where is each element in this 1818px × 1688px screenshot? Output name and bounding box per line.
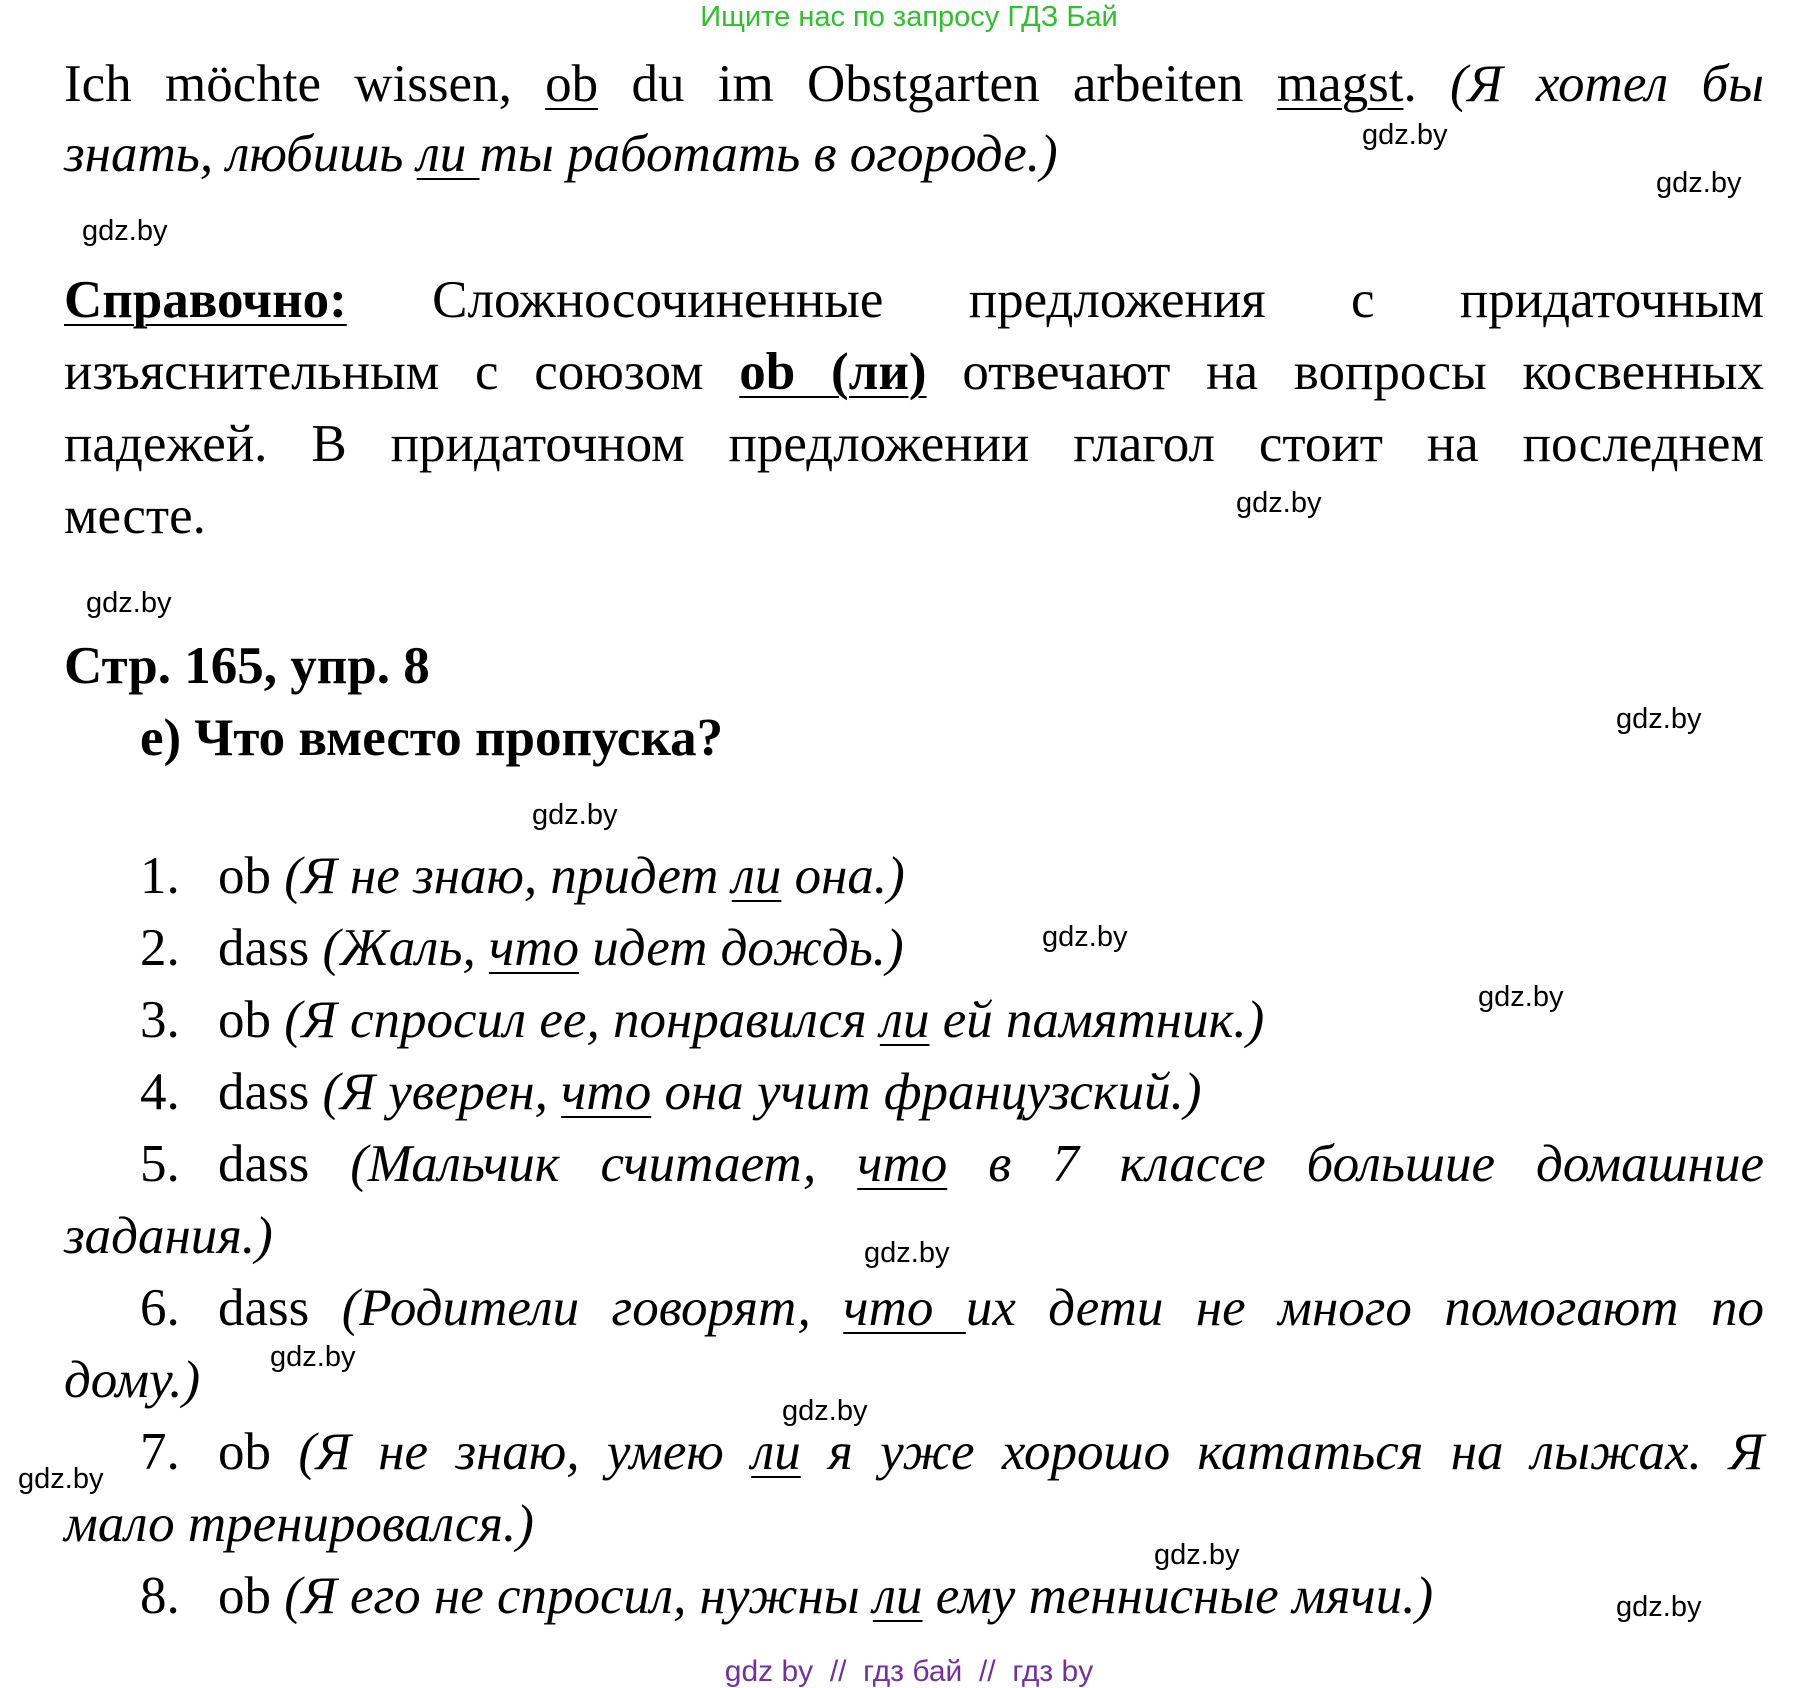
intro-translation-a: (Я хотел бы xyxy=(1450,55,1764,113)
list-item-3 xyxy=(140,984,1264,1056)
watermark: gdz.by xyxy=(532,799,618,831)
item-translation-a: (Мальчик считает, xyxy=(309,1135,858,1193)
item-conjunction: ли xyxy=(731,847,782,905)
list-item-2 xyxy=(140,912,904,984)
item-answer: ob xyxy=(218,1567,271,1625)
item-number: 4. xyxy=(140,1063,180,1121)
watermark: gdz.by xyxy=(1154,1539,1240,1571)
item-translation-b: их дети не много помогают по xyxy=(965,1279,1764,1337)
list-item-4 xyxy=(140,1056,1202,1128)
reference-line2 xyxy=(64,336,1764,408)
reference-line2-b: отвечают на вопросы косвенных xyxy=(926,343,1765,401)
item-translation-a: (Родители говорят, xyxy=(309,1279,844,1337)
watermark: gdz.by xyxy=(86,587,172,619)
item-answer: dass xyxy=(218,919,310,977)
item-translation-b: идет дождь.) xyxy=(579,919,904,977)
list-item-1 xyxy=(140,840,905,912)
list-item-6-continuation: дому.) xyxy=(64,1351,201,1409)
item-number: 7. xyxy=(140,1423,180,1481)
item-number: 8. xyxy=(140,1567,180,1625)
intro-german-a: Ich möchte wissen, xyxy=(64,55,546,113)
intro-translation-li: ли xyxy=(416,125,480,183)
item-answer: ob xyxy=(218,1423,271,1481)
item-translation-b: я уже хорошо кататься на лыжах. Я xyxy=(800,1423,1764,1481)
item-translation-b: ему теннисные мячи.) xyxy=(922,1567,1434,1625)
reference-line1-text: Сложносочиненные предложения с придаточным xyxy=(346,271,1764,329)
item-translation-a: (Я его не спросил, нужны xyxy=(271,1567,873,1625)
intro-german-verb: magst xyxy=(1276,55,1404,113)
item-conjunction: ли xyxy=(879,991,930,1049)
list-item-7 xyxy=(140,1416,1764,1488)
footer-banner[interactable]: gdz by // гдз бай // гдз by xyxy=(724,1655,1094,1688)
watermark: gdz.by xyxy=(1656,167,1742,199)
reference-label: Справочно: xyxy=(64,271,347,329)
item-translation-b: она.) xyxy=(781,847,905,905)
intro-sentence-line1 xyxy=(64,48,1764,120)
item-conjunction: что xyxy=(488,919,580,977)
watermark: gdz.by xyxy=(82,215,168,247)
exercise-heading: Стр. 165, упр. 8 xyxy=(64,637,430,695)
intro-sentence-line2 xyxy=(64,118,1058,190)
list-item-5-continuation: задания.) xyxy=(64,1207,273,1265)
item-translation-b: она учит французский.) xyxy=(651,1063,1202,1121)
watermark: gdz.by xyxy=(1236,487,1322,519)
item-number: 6. xyxy=(140,1279,180,1337)
watermark: gdz.by xyxy=(1362,119,1448,151)
item-answer: dass xyxy=(218,1279,310,1337)
item-translation-a: (Я уверен, xyxy=(309,1063,562,1121)
item-answer: ob xyxy=(218,991,271,1049)
watermark: gdz.by xyxy=(1042,921,1128,953)
watermark: gdz.by xyxy=(1616,1591,1702,1623)
item-number: 3. xyxy=(140,991,180,1049)
list-item-7-continuation: мало тренировался.) xyxy=(64,1495,534,1553)
item-conjunction: ли xyxy=(872,1567,923,1625)
watermark: gdz.by xyxy=(1478,981,1564,1013)
item-number: 5. xyxy=(140,1135,180,1193)
item-conjunction: что xyxy=(561,1063,652,1121)
watermark: gdz.by xyxy=(864,1237,950,1269)
watermark: gdz.by xyxy=(18,1463,104,1495)
reference-conjunction: ob (ли) xyxy=(739,343,927,401)
intro-german-ob: ob xyxy=(545,55,599,113)
item-conjunction: что xyxy=(843,1279,966,1337)
item-answer: ob xyxy=(218,847,271,905)
item-number: 1. xyxy=(140,847,180,905)
item-answer: dass xyxy=(218,1063,310,1121)
intro-german-end: . xyxy=(1403,55,1451,113)
reference-line3: падежей. В придаточном предложении глагол стоит на последнем xyxy=(64,415,1764,473)
reference-line4: месте. xyxy=(64,487,206,545)
item-translation-a: (Я спросил ее, понравился xyxy=(271,991,880,1049)
top-banner[interactable]: Ищите нас по запросу ГДЗ Бай xyxy=(700,1,1118,33)
exercise-subheading: e) Что вместо пропуска? xyxy=(140,709,724,767)
intro-german-b: du im Obstgarten arbeiten xyxy=(598,55,1277,113)
watermark: gdz.by xyxy=(270,1341,356,1373)
list-item-6 xyxy=(140,1272,1764,1344)
item-translation-b: в 7 классе большие домашние xyxy=(947,1135,1764,1193)
intro-translation-c: ты работать в огороде.) xyxy=(479,125,1058,183)
reference-line1 xyxy=(64,264,1764,336)
watermark: gdz.by xyxy=(782,1395,868,1427)
item-translation-a: (Я не знаю, придет xyxy=(271,847,732,905)
item-translation-a: (Я не знаю, умею xyxy=(271,1423,752,1481)
item-translation-a: (Жаль, xyxy=(309,919,489,977)
item-answer: dass xyxy=(218,1135,310,1193)
list-item-5 xyxy=(140,1128,1764,1200)
item-number: 2. xyxy=(140,919,180,977)
reference-line2-a: изъяснительным с союзом xyxy=(64,343,740,401)
item-conjunction: ли xyxy=(751,1423,801,1481)
intro-translation-b: знать, любишь xyxy=(64,125,417,183)
item-translation-b: ей памятник.) xyxy=(929,991,1265,1049)
watermark: gdz.by xyxy=(1616,703,1702,735)
item-conjunction: что xyxy=(857,1135,948,1193)
